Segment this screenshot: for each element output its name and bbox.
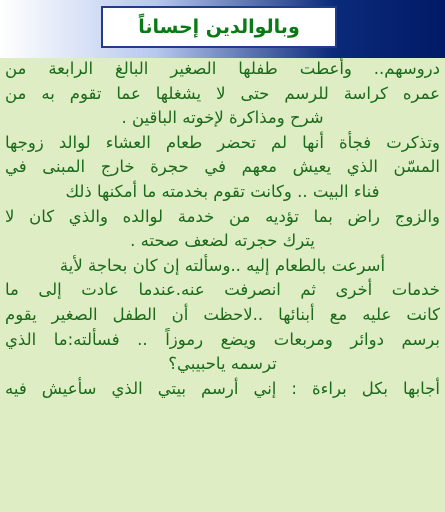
text-line: المسّن الذي يعيش معهم في حجرة خارج المبنى في xyxy=(5,157,440,177)
text-line: وتذكرت فجأة أنها لم تحضر طعام العشاء لوالد زوجها xyxy=(5,132,440,152)
story-text xyxy=(0,57,445,512)
text-line: أجابها بكل براءة : إني أرسم بيتي الذي سأعيش فيه xyxy=(5,378,440,398)
text-line: فناء البيت .. وكانت تقوم بخدمته ما أمكنها ذلك xyxy=(65,181,380,201)
page-title: وبالوالدين إحساناً xyxy=(138,16,300,38)
text-line: ترسمه ياحبيبي؟ xyxy=(168,354,277,374)
text-line: كانت عليه مع أبنائها ..لاحظت أن الطفل الصغير يقوم xyxy=(5,304,440,324)
text-line: دروسهم.. وأعطت طفلها الصغير البالغ الرابعة من xyxy=(5,59,440,78)
text-line: شرح ومذاكرة لإخوته الباقين . xyxy=(121,108,324,128)
title-card xyxy=(101,6,337,48)
text-line: يترك حجرته لضعف صحته . xyxy=(130,231,315,251)
text-line: عمره كراسة للرسم حتى لا يشغلها عما تقوم به من xyxy=(5,83,440,103)
text-line: أسرعت بالطعام إليه ..وسألته إن كان بحاجة لأية xyxy=(59,255,386,275)
text-line: خدمات أخرى ثم انصرفت عنه.عندما عادت إلى ما xyxy=(5,280,440,300)
text-line: برسم دوائر ومربعات ويضع رموزاً .. فسألته:ما الذي xyxy=(5,329,440,349)
text-line: والزوج راض بما تؤديه من خدمة لوالده والذي كان لا xyxy=(5,206,440,226)
